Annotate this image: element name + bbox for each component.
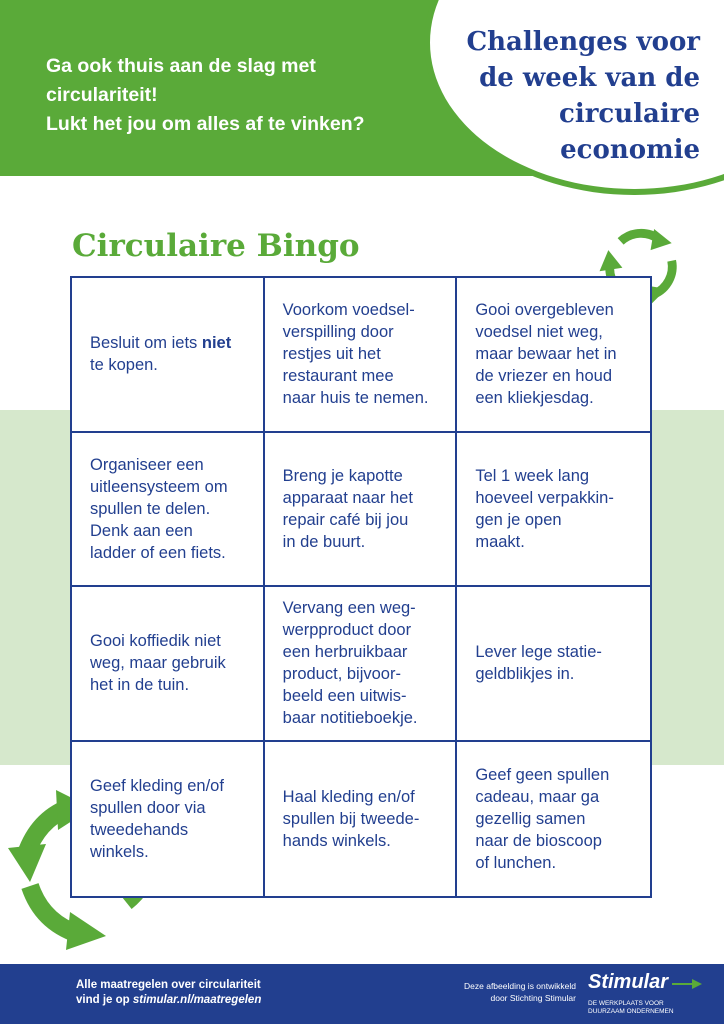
intro-line: circulariteit!: [46, 84, 158, 106]
bingo-cell-line: in de buurt.: [282, 532, 366, 551]
bingo-cell-line: Gooi overgebleven: [475, 301, 614, 320]
title-line: Challenges voor: [466, 27, 700, 57]
bingo-cell-fragment: Besluit om iets: [90, 334, 202, 353]
bingo-cell-line: Geef kleding en/of: [90, 776, 224, 795]
bingo-cell-line: naar de bioscoop: [475, 831, 602, 850]
bingo-cell[interactable]: [265, 433, 458, 588]
bingo-cell-line: product, bijvoor-: [282, 665, 401, 684]
bingo-cell-text: [283, 299, 429, 409]
bingo-cell-line: baar notitieboekje.: [282, 709, 418, 728]
bingo-cell[interactable]: [265, 278, 458, 433]
intro-line: Lukt het jou om alles af te vinken?: [46, 113, 365, 135]
bingo-cell-line: een herbruikbaar: [282, 643, 408, 662]
bingo-cell-line: Tel 1 week lang: [475, 466, 590, 485]
credit-line: door Stichting Stimular: [490, 993, 576, 1003]
bingo-cell-line: beeld een uitwis-: [282, 687, 407, 706]
intro-line: Ga ook thuis aan de slag met: [46, 55, 316, 77]
title-line: economie: [560, 135, 700, 165]
title-line: de week van de: [479, 63, 700, 93]
bingo-cell[interactable]: [457, 587, 650, 742]
logo-tag-line: DE WERKPLAATS VOOR: [588, 1000, 664, 1007]
footer-info: [76, 978, 261, 1008]
logo-tag-line: DUURZAAM ONDERNEMEN: [588, 1008, 674, 1015]
bingo-cell-line: hands winkels.: [282, 831, 391, 850]
stimular-logo: [588, 970, 706, 1004]
bingo-cell-line: Organiseer een: [90, 455, 204, 474]
bingo-cell-line: Voorkom voedsel-: [282, 301, 415, 320]
bingo-cell-line: tweedehands: [90, 820, 189, 839]
footer: [0, 964, 724, 1024]
intro-text: [46, 52, 436, 139]
bingo-cell-line: Breng je kapotte: [282, 466, 403, 485]
bingo-cell-text: [90, 332, 231, 376]
bingo-cell-text: [90, 630, 226, 696]
bingo-cell[interactable]: [265, 742, 458, 897]
footer-info-prefix: vind je op: [76, 994, 133, 1006]
bingo-cell-line: verspilling door: [282, 323, 394, 342]
bingo-cell-line: restjes uit het: [282, 345, 381, 364]
bingo-cell-line: een kliekjesdag.: [475, 389, 594, 408]
bingo-cell-line: restaurant mee: [282, 367, 394, 386]
bingo-cell-line: maar bewaar het in: [475, 345, 617, 364]
credit-text: [446, 980, 576, 1004]
bingo-cell-text: [475, 299, 616, 409]
bingo-cell-line: Gooi koffiedik niet: [90, 632, 221, 651]
bingo-grid: [70, 276, 652, 898]
bingo-cell-text: [90, 454, 228, 564]
footer-info-line: [76, 993, 261, 1008]
bingo-cell-text: [475, 764, 609, 874]
bingo-cell-line: Vervang een weg-: [282, 599, 416, 618]
bingo-cell[interactable]: [457, 278, 650, 433]
bingo-cell-line: apparaat naar het: [282, 488, 413, 507]
page-title: [420, 24, 700, 168]
emphasis-word: niet: [201, 334, 232, 353]
bingo-cell[interactable]: [72, 742, 265, 897]
bingo-cell-line: Geef geen spullen: [475, 765, 610, 784]
bingo-cell-text: [283, 597, 418, 729]
logo-word: Stimular: [588, 971, 669, 993]
arrow-right-icon: [672, 978, 702, 990]
bingo-cell[interactable]: [265, 587, 458, 742]
bingo-cell-text: [475, 465, 614, 553]
bingo-cell-line: te kopen.: [90, 356, 158, 375]
bingo-cell-line: winkels.: [90, 842, 149, 861]
bingo-title: Circulaire Bingo: [72, 228, 360, 264]
bingo-cell-line: Denk aan een: [90, 521, 193, 540]
bingo-cell-line: naar huis te nemen.: [282, 389, 429, 408]
bingo-cell-line: gen je open: [475, 510, 562, 529]
bingo-cell-line: uitleensysteem om: [90, 477, 228, 496]
bingo-cell-line: gezellig samen: [475, 809, 586, 828]
bingo-cell-line: of lunchen.: [475, 853, 557, 872]
bingo-cell-line: het in de tuin.: [90, 676, 190, 695]
bingo-cell-line: [90, 332, 231, 354]
bingo-cell[interactable]: [457, 433, 650, 588]
bingo-cell-text: [475, 641, 602, 685]
bingo-cell-line: spullen te delen.: [90, 499, 211, 518]
bingo-cell-line: cadeau, maar ga: [475, 787, 600, 806]
bingo-cell-line: repair café bij jou: [282, 510, 409, 529]
footer-link[interactable]: stimular.nl/maatregelen: [132, 994, 262, 1006]
bingo-cell-line: de vriezer en houd: [475, 367, 613, 386]
bingo-cell-text: [90, 775, 224, 863]
bingo-cell-line: weg, maar gebruik: [90, 654, 226, 673]
bingo-cell[interactable]: [72, 278, 265, 433]
title-line: circulaire: [559, 99, 700, 129]
bingo-cell-text: [283, 465, 413, 553]
bingo-cell-line: Lever lege statie-: [475, 643, 602, 662]
bingo-cell-line: Haal kleding en/of: [282, 787, 415, 806]
bingo-cell-line: spullen door via: [90, 798, 206, 817]
bingo-cell[interactable]: [457, 742, 650, 897]
logo-tagline: [588, 1000, 674, 1016]
bingo-cell-line: geldblikjes in.: [475, 665, 575, 684]
bingo-cell[interactable]: [72, 433, 265, 588]
credit-line: Deze afbeelding is ontwikkeld: [464, 981, 576, 991]
bingo-cell-line: hoeveel verpakkin-: [475, 488, 614, 507]
bingo-cell-line: voedsel niet weg,: [475, 323, 603, 342]
bingo-cell-line: werpproduct door: [282, 621, 412, 640]
bingo-cell-text: [283, 786, 420, 852]
bingo-cell-line: maakt.: [475, 532, 525, 551]
bingo-cell-line: ladder of een fiets.: [90, 543, 226, 562]
footer-info-line: Alle maatregelen over circulariteit: [76, 979, 261, 991]
bingo-cell-line: spullen bij tweede-: [282, 809, 420, 828]
bingo-cell[interactable]: [72, 587, 265, 742]
